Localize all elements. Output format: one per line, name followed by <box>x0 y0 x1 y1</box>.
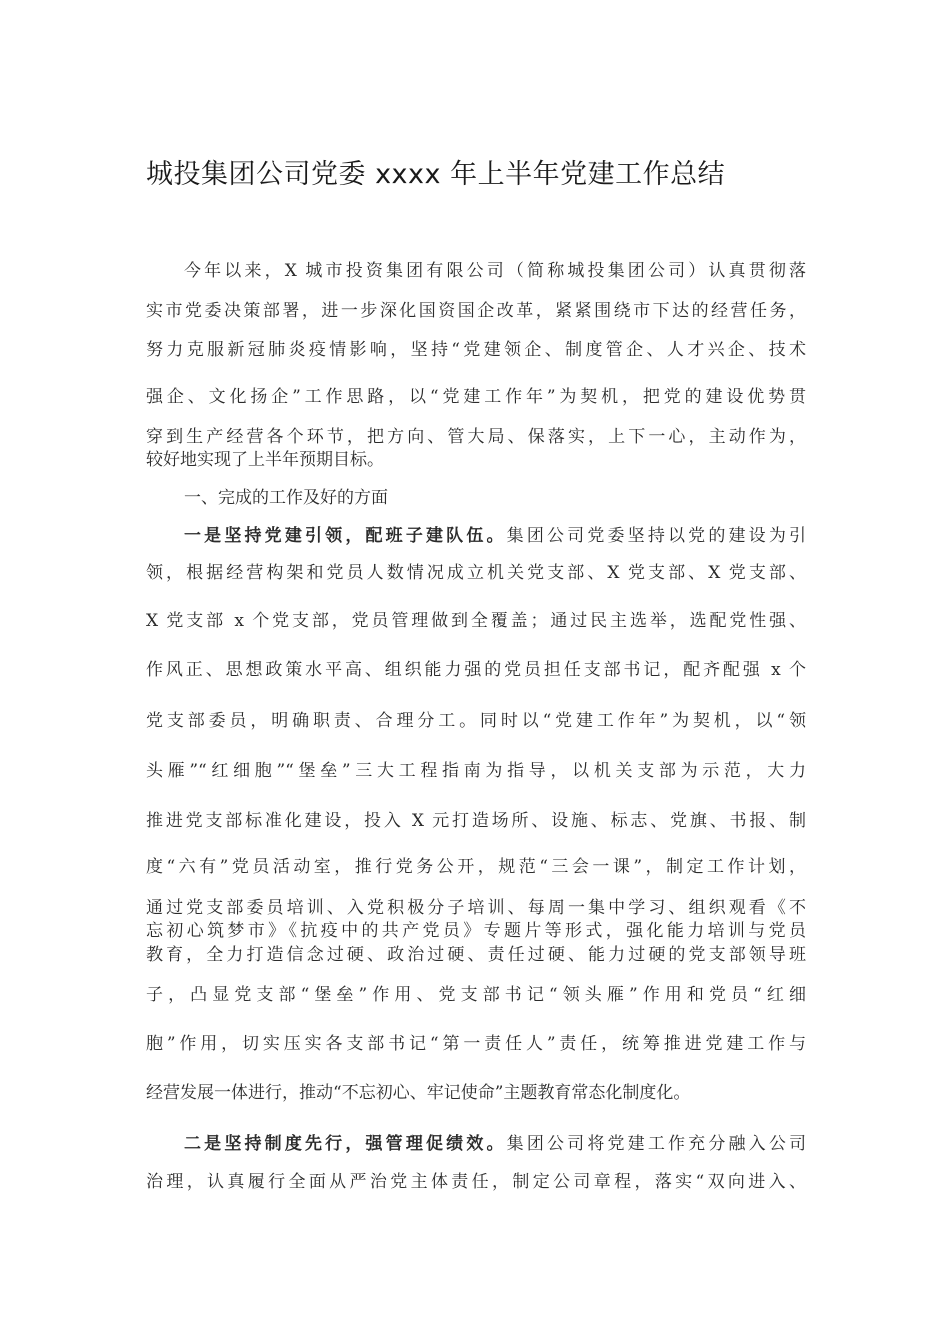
item1-line: 经营发展一体进行，推动“不忘初心、牢记使命”主题教育常态化制度化。 <box>146 1083 691 1103</box>
item1-line: 党支部委员，明确职责、合理分工。同时以“党建工作年”为契机，以“领 <box>146 711 806 731</box>
intro-line: 努力克服新冠肺炎疫情影响，坚持“党建领企、制度管企、人才兴企、技术 <box>146 340 806 360</box>
item1-line: 忘初心筑梦市》《抗疫中的共产党员》专题片等形式，强化能力培训与党员 <box>146 921 806 941</box>
item1-line: X 党支部 x 个党支部，党员管理做到全覆盖；通过民主选举，选配党性强、 <box>146 611 806 631</box>
item2-lead: 二是坚持制度先行，强管理促绩效。 <box>184 1134 507 1154</box>
item1-line: 通过党支部委员培训、入党积极分子培训、每周一集中学习、组织观看《不 <box>146 898 806 918</box>
intro-line: 穿到生产经营各个环节，把方向、管大局、保落实，上下一心，主动作为， <box>146 427 806 447</box>
intro-line: 较好地实现了上半年预期目标。 <box>146 450 384 470</box>
item1-line: 度“六有”党员活动室，推行党务公开，规范“三会一课”，制定工作计划， <box>146 857 806 877</box>
item1-line: 子，凸显党支部“堡垒”作用、党支部书记“领头雁”作用和党员“红细 <box>146 985 806 1005</box>
item2-first-line-rest: 集团公司将党建工作充分融入公司 <box>506 1134 807 1154</box>
section-heading: 一、完成的工作及好的方面 <box>184 488 388 508</box>
item2-line: 治理，认真履行全面从严治党主体责任，制定公司章程，落实“双向进入、 <box>146 1172 806 1192</box>
item1-line: 头雁”“红细胞”“堡垒”三大工程指南为指导，以机关支部为示范，大力 <box>146 761 806 781</box>
item1-line: 推进党支部标准化建设，投入 X 元打造场所、设施、标志、党旗、书报、制 <box>146 811 806 831</box>
intro-line: 强企、文化扬企”工作思路，以“党建工作年”为契机，把党的建设优势贯 <box>146 387 806 407</box>
item1-line: 领，根据经营构架和党员人数情况成立机关党支部、X 党支部、X 党支部、 <box>146 563 806 583</box>
document-title: 城投集团公司党委 xxxx 年上半年党建工作总结 <box>146 159 726 190</box>
item1-lead: 一是坚持党建引领，配班子建队伍。 <box>184 526 507 546</box>
intro-line: 今年以来，X 城市投资集团有限公司（简称城投集团公司）认真贯彻落 <box>184 261 806 281</box>
item1-line: 作风正、思想政策水平高、组织能力强的党员担任支部书记，配齐配强 x 个 <box>146 660 806 680</box>
item1-line: 教育，全力打造信念过硬、政治过硬、责任过硬、能力过硬的党支部领导班 <box>146 945 806 965</box>
item1-first-line <box>184 521 806 546</box>
item2-first-line <box>184 1129 806 1154</box>
item1-first-line-rest: 集团公司党委坚持以党的建设为引 <box>506 526 807 546</box>
intro-line: 实市党委决策部署，进一步深化国资国企改革，紧紧围绕市下达的经营任务， <box>146 301 806 321</box>
item1-line: 胞”作用，切实压实各支部书记“第一责任人”责任，统筹推进党建工作与 <box>146 1034 806 1054</box>
